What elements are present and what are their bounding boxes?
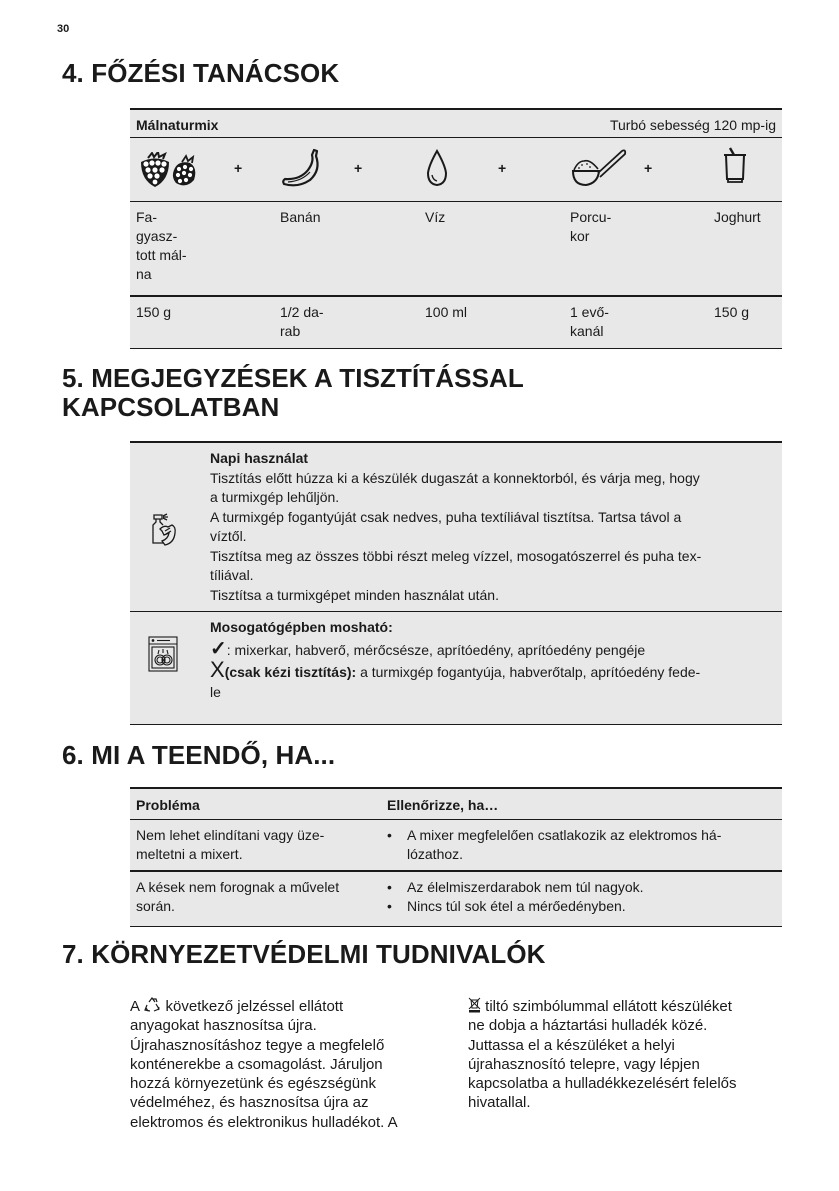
troubleshooting-header-row (130, 789, 782, 820)
recipe-icons-row (130, 138, 782, 202)
section-7-title: 7. KÖRNYEZETVÉDELMI TUDNIVALÓK (62, 939, 546, 969)
cleaning-spray-icon (150, 513, 178, 547)
plus-sign: + (644, 160, 653, 176)
check-item: • Nincs túl sok étel a mérőedényben. (387, 898, 626, 914)
recycle-icon (143, 997, 161, 1013)
ingredient-name-banana: Banán (280, 209, 321, 225)
banana-icon (280, 148, 324, 190)
ingredient-amount-sugar: 1 evő- kanál (570, 304, 609, 339)
section-6-title: 6. MI A TEENDŐ, HA... (62, 740, 336, 770)
daily-use-text: Napi használat Tisztítás előtt húzza ki a készülék dugaszát a konnektorból, és várja meg, hogy a turmixgép lehűljön. A turmixgép fogantyúját csak nedves, puha textíliával tisztítsa. Tartsa távol a víztől. Tisztítsa meg az összes többi részt meleg vízzel, mosogatószerrel és puha tex- tíliával. Tisztítsa a turmixgépet minden használat után. (210, 449, 772, 605)
daily-use-row (130, 443, 782, 612)
ingredient-amounts-row (130, 297, 782, 349)
ingredient-name-sugar: Porcu- kor (570, 209, 612, 244)
problem-text: A kések nem forognak a művelet során. (136, 879, 340, 914)
yogurt-cup-icon (722, 146, 748, 186)
section-4-title: 4. FŐZÉSI TANÁCSOK (62, 58, 340, 88)
dishwasher-text: Mosogatógépben mosható: ✓: mixerkar, habverő, mérőcsésze, aprítóedény, aprítóedény pengéje X(csak kézi tisztítás): a turmixgép fogantyúja, habverőtalp, aprítóedény fede- le (210, 618, 772, 702)
plus-sign: + (234, 160, 243, 176)
dishwasher-row (130, 612, 782, 725)
raspberry-icon (138, 152, 202, 188)
dishwasher-heading: Mosogatógépben mosható: (210, 619, 393, 635)
water-drop-icon (425, 149, 449, 187)
troubleshooting-row (130, 872, 782, 927)
ingredient-names-row (130, 202, 782, 297)
troubleshooting-table (130, 787, 782, 927)
header-problem: Probléma (136, 797, 200, 813)
ingredient-name-raspberry: Fa- gyasz- tott mál- na (136, 209, 187, 282)
crossed-bin-icon (468, 997, 481, 1013)
problem-text: Nem lehet elindítani vagy üze- meltetni a mixert. (136, 827, 325, 862)
hand-wash-line: X(csak kézi tisztítás): a turmixgép fogantyúja, habverőtalp, aprítóedény fede- (210, 657, 701, 682)
daily-use-heading: Napi használat (210, 450, 309, 466)
recycling-text: A következő jelzéssel ellátott anyagokat hasznosítsa újra. Újrahasznosításhoz tegye a megfelelő konténerekbe a csomagolást. Járuljon hozzá környezetünk és egészségünk védelméhez, és hasznosítsa újra az elektromos és elektronikus hulladékot. A (130, 998, 398, 1131)
ingredient-amount-banana: 1/2 da- rab (280, 304, 324, 339)
ingredient-amount-yogurt: 150 g (714, 304, 750, 320)
cross-icon: X (210, 657, 225, 682)
plus-sign: + (354, 160, 363, 176)
speed-note: Turbó sebesség 120 mp-ig (609, 117, 776, 133)
troubleshooting-row (130, 820, 782, 872)
ingredient-name-water: Víz (425, 209, 446, 225)
recipe-header-row (130, 110, 782, 138)
ingredient-amount-water: 100 ml (425, 304, 468, 320)
check-item: • Az élelmiszerdarabok nem túl nagyok. (387, 879, 644, 895)
section-5-title: 5. MEGJEGYZÉSEK A TISZTÍTÁSSAL KAPCSOLATBAN (62, 363, 524, 422)
plus-sign: + (498, 160, 507, 176)
dishwasher-icon (148, 636, 178, 672)
cleaning-table (130, 441, 782, 725)
disposal-text: tiltó szimbólummal ellátott készüléket ne dobja a háztartási hulladék közé. Juttassa el a készüléket a helyi újrahasznosító telepre, vagy lépjen kapcsolatba a hulladékkezelésért felelős hivatallal. (468, 998, 737, 1112)
checkmark-icon: ✓ (210, 637, 227, 660)
ingredient-amount-raspberry: 150 g (136, 304, 172, 320)
sugar-spoon-icon (570, 147, 628, 189)
header-check: Ellenőrizze, ha… (387, 797, 499, 813)
check-item: • A mixer megfelelően csatlakozik az elektromos há- lózathoz. (387, 827, 722, 862)
recipe-name: Málnaturmix (136, 117, 219, 133)
dishwasher-safe-line: ✓: mixerkar, habverő, mérőcsésze, aprítóedény, aprítóedény pengéje (210, 637, 646, 660)
page-number: 30 (57, 23, 70, 35)
ingredient-name-yogurt: Joghurt (714, 209, 761, 225)
recipe-table (130, 108, 782, 349)
